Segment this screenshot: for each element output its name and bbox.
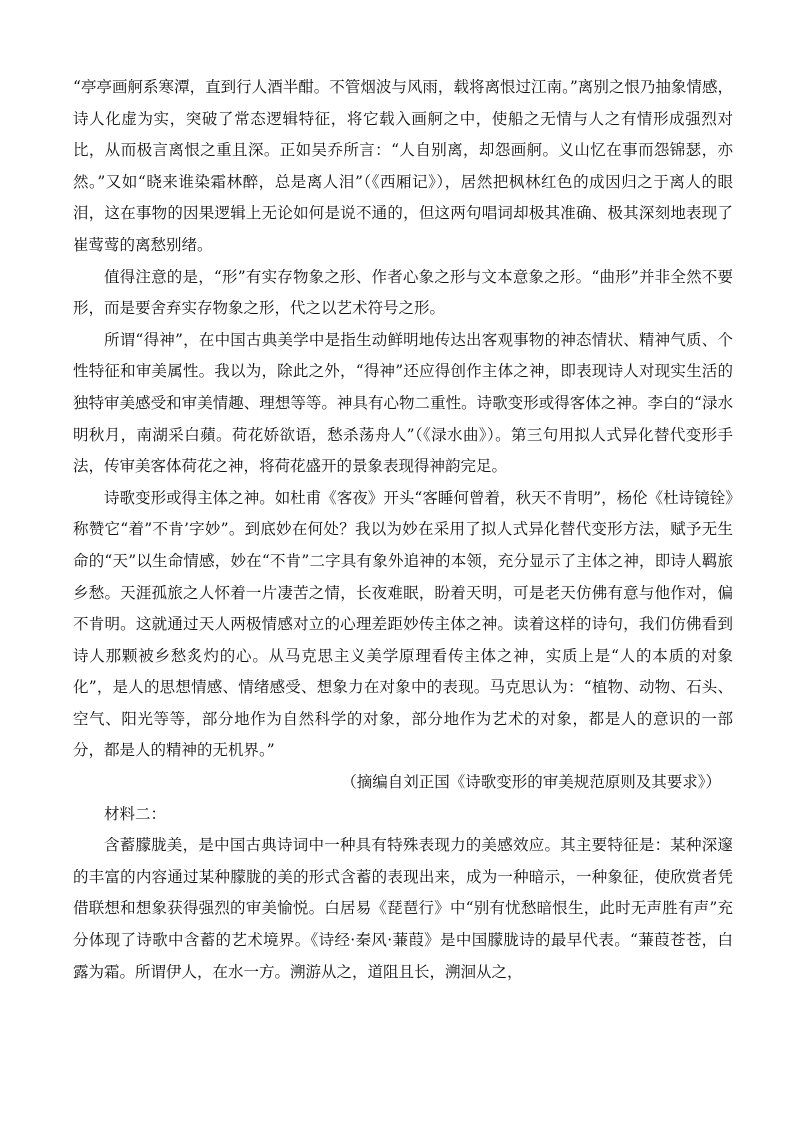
material-2-heading: 材料二： — [104, 804, 167, 823]
paragraph-form-types: 值得注意的是，“形”有实存物象之形、作者心象之形与文本意象之形。“曲形”并非全然不要形，而是要舍弃实存物象之形，代之以艺术符号之形。 — [73, 267, 733, 318]
paragraph-farewell-boat: “亭亭画舸系寒潭，直到行人酒半酣。不管烟波与风雨，载将离恨过江南。”离别之恨乃抽象情感，诗人化虚为实，突破了常态逻辑特征，将它载入画舸之中，使船之无情与人之有情形成强烈对比，从而极言离恨之重且深。正如吴乔所言：“人自别离，却怨画舸。义山忆在事而怨锦瑟，亦然。”又如“晓来谁染霜林醉，总是离人泪”（《西厢记》），居然把枫林红色的成因归之于离人的眼泪，这在事物的因果逻辑上无论如何是说不通的，但这两句唱词却极其准确、极其深刻地表现了崔莺莺的离愁别绪。 — [73, 78, 733, 254]
paragraph-material-2: 含蓄朦胧美，是中国古典诗词中一种具有特殊表现力的美感效应。其主要特征是：某种深邃的丰富的内容通过某种朦胧的美的形式含蓄的表现出来，成为一种暗示，一种象征，使欣赏者凭借联想和想象获得强烈的审美愉悦。白居易《琵琶行》中“别有忧愁暗恨生，此时无声胜有声”充分体现了诗歌中含蓄的艺术境界。《诗经·秦风·蒹葭》是中国朦胧诗的最早代表。“蒹葭苍苍，白露为霜。所谓伊人，在水一方。溯游从之，道阻且长，溯洄从之， — [73, 836, 733, 981]
source-citation: （摘编自刘正国《诗歌变形的审美规范原则及其要求》） — [341, 773, 721, 792]
paragraph-de-shen: 所谓“得神”，在中国古典美学中是指生动鲜明地传达出客观事物的神态情状、精神气质、个性特征和审美属性。我以为，除此之外，“得神”还应得创作主体之神，即表现诗人对现实生活的独特审美感受和审美情趣、理想等等。神具有心物二重性。诗歌变形或得客体之神。李白的“渌水明秋月，南湖采白蘋。荷花娇欲语，愁杀荡舟人”（《渌水曲》）。第三句用拟人式异化替代变形手法，传审美客体荷花之神，将荷花盛开的景象表现得神韵完足。 — [73, 330, 733, 476]
paragraph-subject-spirit: 诗歌变形或得主体之神。如杜甫《客夜》开头“客睡何曾着，秋天不肯明”，杨伦《杜诗镜铨》称赞它“着”不肯’字妙”。到底妙在何处？我以为妙在采用了拟人式异化替代变形方法，赋予无生命的“天”以生命情感，妙在“不肯”二字具有象外追神的本领，充分显示了主体之神，即诗人羁旅乡愁。天涯孤旅之人怀着一片凄苦之情，长夜难眠，盼着天明，可是老天仿佛有意与他作对，偏不肯明。这就通过天人两极情感对立的心理差距妙传主体之神。读着这样的诗句，我们仿佛看到诗人那颗被乡愁炙灼的心。从马克思主义美学原理看传主体之神，实质上是“人的本质的对象化”，是人的思想情感、情绪感受、想象力在对象中的表现。马克思认为：“植物、动物、石头、空气、阳光等等，部分地作为自然科学的对象，部分地作为艺术的对象，都是人的意识的一部分，都是人的精神的无机界。” — [73, 488, 733, 760]
document-page — [73, 72, 733, 988]
